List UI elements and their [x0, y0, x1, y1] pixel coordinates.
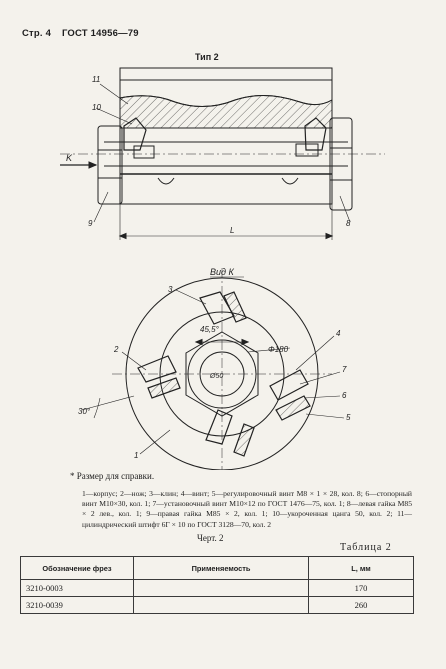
- figure-caption: Черт. 2: [197, 533, 224, 543]
- callout-2: 2: [114, 345, 119, 354]
- type-label: Тип 2: [195, 52, 219, 62]
- table-header-row: [21, 557, 414, 580]
- arrow-label-k: K: [66, 153, 73, 163]
- end-view: [82, 268, 344, 470]
- cell-applicability: [134, 597, 309, 614]
- cell-length: 260: [309, 597, 414, 614]
- dim-length: L: [230, 226, 235, 235]
- cell-designation: 3210-0039: [21, 597, 134, 614]
- cutter-table: [20, 556, 414, 614]
- dim-inner-diameter: Ø50: [210, 373, 224, 380]
- callout-1: 1: [134, 451, 139, 460]
- dim-diameter: Φ180: [268, 345, 289, 354]
- dim-width: 45,5°: [200, 325, 219, 334]
- callout-6: 6: [342, 391, 347, 400]
- dim-angle: 30°: [78, 407, 91, 416]
- callout-7: 7: [342, 365, 347, 374]
- callout-10: 10: [92, 103, 101, 112]
- table-caption: Таблица 2: [340, 542, 392, 553]
- view-label: Вид К: [210, 267, 234, 277]
- callout-11: 11: [92, 75, 101, 84]
- parts-legend: 1—корпус; 2—нож; 3—клин; 4—винт; 5—регулировочный винт М8 × 1 × 28, кол. 8; 6—стопорный винт М10×30, кол. 1; 7—установочный винт М10×12 по ГОСТ 1476—75, кол. 1; 8—левая гайка М85 × 2 лев., кол. 1; 9—правая гайка М85 × 2, кол. 1; 10—укороченная цанга 50, кол. 2; 11—цилиндрический штифт 6Г × 10 по ГОСТ 3128—70, кол. 2: [82, 489, 412, 529]
- col-applicability: Применяемость: [134, 557, 309, 580]
- callout-9: 9: [88, 219, 93, 228]
- table-row: [21, 597, 414, 614]
- col-length: L, мм: [309, 557, 414, 580]
- callout-3: 3: [168, 285, 173, 294]
- side-view: [60, 68, 385, 240]
- reference-note: * Размер для справки.: [70, 471, 155, 481]
- standard-number: ГОСТ 14956—79: [61, 28, 139, 39]
- col-designation: Обозначение фрез: [21, 557, 134, 580]
- callout-8: 8: [346, 219, 351, 228]
- cell-applicability: [134, 580, 309, 597]
- page-number: Стр. 4: [22, 28, 52, 39]
- table-row: [21, 580, 414, 597]
- callout-4: 4: [336, 329, 341, 338]
- callout-5: 5: [346, 413, 351, 422]
- cell-designation: 3210-0003: [21, 580, 134, 597]
- cell-length: 170: [309, 580, 414, 597]
